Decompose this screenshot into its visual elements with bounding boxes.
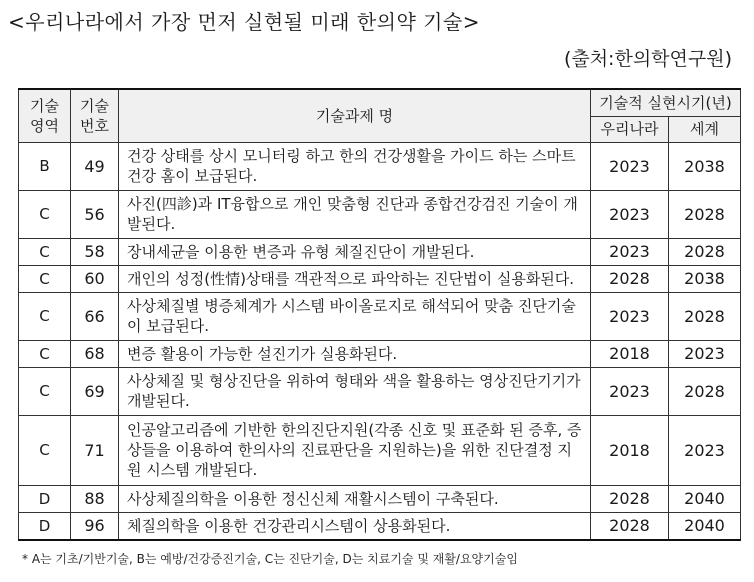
cell-area: C: [19, 415, 71, 485]
table-row: [19, 367, 741, 415]
cell-world: 2038: [669, 265, 741, 292]
cell-number: 66: [71, 292, 119, 340]
cell-task: 사상체질 및 형상진단을 위하여 형태와 색을 활용하는 영상진단기기가 개발된다.: [119, 367, 591, 415]
cell-world: 2040: [669, 485, 741, 512]
header-area-line1: 기술: [30, 96, 59, 115]
header-area: [19, 89, 71, 142]
cell-area: C: [19, 238, 71, 265]
cell-korea: 2028: [591, 512, 669, 540]
cell-task: 사상체질의학을 이용한 정신신체 재활시스템이 구축된다.: [119, 485, 591, 512]
document-title: <우리나라에서 가장 먼저 실현될 미래 한의약 기술>: [8, 10, 481, 34]
cell-area: C: [19, 292, 71, 340]
table-row: [19, 142, 741, 190]
table-row: [19, 238, 741, 265]
cell-number: 49: [71, 142, 119, 190]
cell-area: D: [19, 485, 71, 512]
cell-world: 2040: [669, 512, 741, 540]
cell-korea: 2023: [591, 292, 669, 340]
cell-area: C: [19, 190, 71, 238]
footnote: * A는 기초/기반기술, B는 예방/건강증진기술, C는 진단기술, D는 치료기술 및 재활/요양기술임: [22, 552, 518, 566]
cell-task: 체질의학을 이용한 건강관리시스템이 상용화된다.: [119, 512, 591, 540]
cell-task: 인공알고리즘에 기반한 한의진단지원(각종 신호 및 표준화 된 증후, 증상들을 이용하여 한의사의 진료판단을 지원하는)을 위한 진단결정 지원 시스템 개발된다.: [119, 415, 591, 485]
cell-area: C: [19, 340, 71, 367]
header-number: [71, 89, 119, 142]
cell-number: 71: [71, 415, 119, 485]
cell-world: 2028: [669, 292, 741, 340]
table-row: [19, 265, 741, 292]
cell-task: 변증 활용이 가능한 설진기가 실용화된다.: [119, 340, 591, 367]
cell-number: 96: [71, 512, 119, 540]
cell-number: 60: [71, 265, 119, 292]
cell-korea: 2028: [591, 265, 669, 292]
cell-korea: 2023: [591, 367, 669, 415]
cell-number: 69: [71, 367, 119, 415]
header-world: 세계: [669, 116, 741, 142]
cell-korea: 2023: [591, 190, 669, 238]
table-row: [19, 415, 741, 485]
table-row: [19, 512, 741, 540]
cell-task: 개인의 성정(性情)상태를 객관적으로 파악하는 진단법이 실용화된다.: [119, 265, 591, 292]
cell-task: 장내세균을 이용한 변증과 유형 체질진단이 개발된다.: [119, 238, 591, 265]
header-number-line2: 번호: [80, 116, 109, 135]
cell-world: 2028: [669, 238, 741, 265]
header-number-line1: 기술: [80, 96, 109, 115]
cell-world: 2023: [669, 415, 741, 485]
source-label: (출처:한의학연구원): [563, 48, 732, 70]
cell-world: 2028: [669, 190, 741, 238]
header-task: 기술과제 명: [119, 89, 591, 142]
table-row: [19, 292, 741, 340]
cell-korea: 2018: [591, 340, 669, 367]
cell-korea: 2023: [591, 142, 669, 190]
cell-world: 2023: [669, 340, 741, 367]
cell-number: 58: [71, 238, 119, 265]
cell-task: 건강 상태를 상시 모니터링 하고 한의 건강생활을 가이드 하는 스마트 건강 홈이 보급된다.: [119, 142, 591, 190]
cell-task: 사진(四診)과 IT융합으로 개인 맞춤형 진단과 종합건강검진 기술이 개발된다.: [119, 190, 591, 238]
header-timing: 기술적 실현시기(년): [591, 89, 741, 116]
cell-number: 88: [71, 485, 119, 512]
cell-area: B: [19, 142, 71, 190]
cell-korea: 2023: [591, 238, 669, 265]
cell-task: 사상체질별 병증체계가 시스템 바이올로지로 해석되어 맞춤 진단기술이 보급된다.: [119, 292, 591, 340]
cell-world: 2038: [669, 142, 741, 190]
table-row: [19, 190, 741, 238]
cell-world: 2028: [669, 367, 741, 415]
cell-korea: 2028: [591, 485, 669, 512]
cell-area: C: [19, 367, 71, 415]
cell-number: 68: [71, 340, 119, 367]
cell-korea: 2018: [591, 415, 669, 485]
cell-number: 56: [71, 190, 119, 238]
header-area-line2: 영역: [30, 116, 59, 135]
table-row: [19, 340, 741, 367]
header-korea: 우리나라: [591, 116, 669, 142]
technology-table: [18, 88, 741, 541]
cell-area: D: [19, 512, 71, 540]
cell-area: C: [19, 265, 71, 292]
table-row: [19, 485, 741, 512]
